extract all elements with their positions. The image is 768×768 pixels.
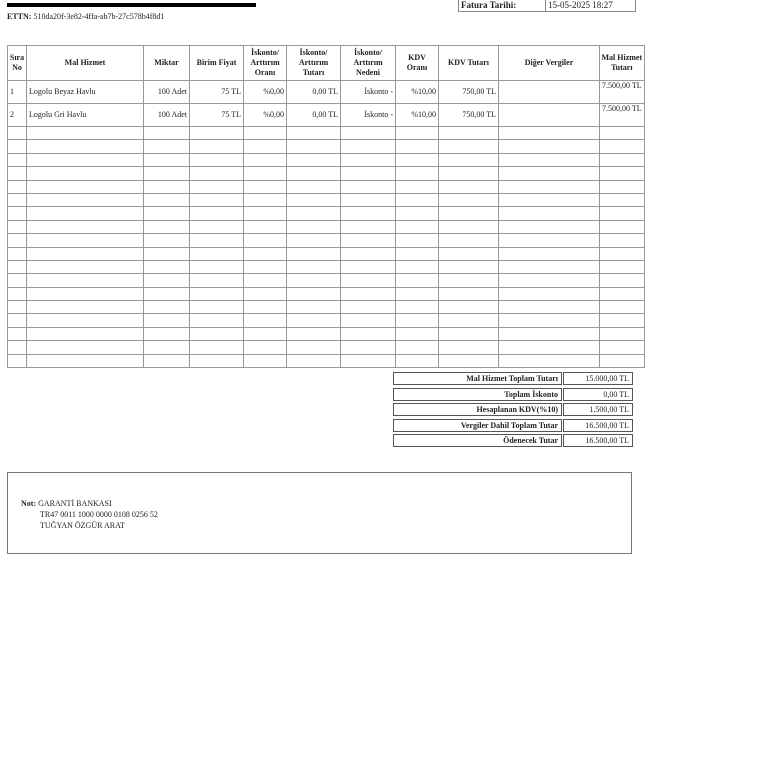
empty-cell bbox=[27, 153, 144, 166]
empty-cell bbox=[190, 301, 244, 314]
empty-cell bbox=[144, 193, 190, 206]
cell-kdv-orani: %10,00 bbox=[396, 104, 439, 127]
empty-cell bbox=[27, 127, 144, 140]
empty-cell bbox=[8, 220, 27, 233]
invoice-date-divider bbox=[545, 0, 546, 11]
empty-cell bbox=[600, 274, 645, 287]
empty-cell bbox=[600, 327, 645, 340]
invoice-date-box bbox=[458, 0, 636, 12]
empty-cell bbox=[600, 193, 645, 206]
empty-cell bbox=[439, 220, 499, 233]
cell-iskonto-orani: %0,00 bbox=[244, 104, 287, 127]
empty-cell bbox=[190, 234, 244, 247]
empty-cell bbox=[600, 207, 645, 220]
table-row bbox=[8, 81, 645, 104]
table-header-row bbox=[8, 46, 645, 81]
empty-cell bbox=[287, 301, 341, 314]
empty-cell bbox=[144, 207, 190, 220]
empty-cell bbox=[287, 314, 341, 327]
empty-cell bbox=[144, 274, 190, 287]
empty-cell bbox=[600, 354, 645, 367]
empty-cell bbox=[244, 140, 287, 153]
empty-cell bbox=[27, 327, 144, 340]
empty-cell bbox=[8, 234, 27, 247]
empty-cell bbox=[27, 140, 144, 153]
empty-cell bbox=[144, 287, 190, 300]
empty-cell bbox=[600, 341, 645, 354]
empty-cell bbox=[8, 167, 27, 180]
empty-cell bbox=[244, 247, 287, 260]
empty-cell bbox=[244, 193, 287, 206]
empty-row bbox=[8, 314, 645, 327]
empty-cell bbox=[244, 220, 287, 233]
ettn-label: ETTN: bbox=[7, 12, 32, 21]
empty-cell bbox=[144, 180, 190, 193]
col-header-mal-hizmet-tutari: Mal Hizmet Tutarı bbox=[600, 46, 645, 81]
empty-cell bbox=[439, 274, 499, 287]
empty-cell bbox=[144, 327, 190, 340]
empty-cell bbox=[190, 260, 244, 273]
empty-cell bbox=[190, 140, 244, 153]
empty-cell bbox=[341, 301, 396, 314]
empty-cell bbox=[341, 193, 396, 206]
empty-cell bbox=[439, 140, 499, 153]
empty-cell bbox=[396, 314, 439, 327]
empty-cell bbox=[341, 207, 396, 220]
empty-cell bbox=[341, 287, 396, 300]
empty-cell bbox=[341, 247, 396, 260]
empty-cell bbox=[396, 247, 439, 260]
empty-row bbox=[8, 341, 645, 354]
cell-kdv-tutari: 750,00 TL bbox=[439, 104, 499, 127]
col-header-kdv-tutari: KDV Tutarı bbox=[439, 46, 499, 81]
empty-cell bbox=[600, 234, 645, 247]
empty-row bbox=[8, 274, 645, 287]
empty-cell bbox=[396, 260, 439, 273]
empty-cell bbox=[499, 314, 600, 327]
empty-cell bbox=[190, 354, 244, 367]
empty-cell bbox=[8, 180, 27, 193]
empty-cell bbox=[190, 220, 244, 233]
empty-cell bbox=[27, 234, 144, 247]
empty-cell bbox=[244, 287, 287, 300]
empty-cell bbox=[439, 327, 499, 340]
empty-cell bbox=[396, 207, 439, 220]
empty-cell bbox=[27, 247, 144, 260]
empty-cell bbox=[244, 207, 287, 220]
col-header-birim-fiyat: Birim Fiyat bbox=[190, 46, 244, 81]
empty-cell bbox=[341, 140, 396, 153]
empty-cell bbox=[27, 354, 144, 367]
note-label: Not: bbox=[21, 499, 37, 508]
empty-cell bbox=[144, 140, 190, 153]
empty-cell bbox=[341, 260, 396, 273]
empty-cell bbox=[144, 220, 190, 233]
empty-cell bbox=[600, 287, 645, 300]
empty-row bbox=[8, 167, 645, 180]
empty-row bbox=[8, 234, 645, 247]
empty-cell bbox=[499, 140, 600, 153]
col-header-iskonto-orani: İskonto/ Arttırım Oranı bbox=[244, 46, 287, 81]
empty-cell bbox=[8, 314, 27, 327]
empty-cell bbox=[341, 314, 396, 327]
empty-cell bbox=[8, 153, 27, 166]
empty-cell bbox=[499, 260, 600, 273]
cell-mal-hizmet-tutari: 7.500,00 TL bbox=[600, 104, 645, 127]
empty-cell bbox=[190, 167, 244, 180]
empty-row bbox=[8, 327, 645, 340]
ettn-line bbox=[7, 12, 164, 21]
empty-row bbox=[8, 180, 645, 193]
empty-cell bbox=[190, 180, 244, 193]
empty-cell bbox=[8, 341, 27, 354]
empty-cell bbox=[499, 193, 600, 206]
empty-cell bbox=[439, 301, 499, 314]
empty-row bbox=[8, 140, 645, 153]
empty-cell bbox=[499, 354, 600, 367]
cell-iskonto-nedeni: İskonto - bbox=[341, 104, 396, 127]
empty-row bbox=[8, 301, 645, 314]
empty-cell bbox=[499, 180, 600, 193]
empty-cell bbox=[27, 167, 144, 180]
empty-cell bbox=[244, 301, 287, 314]
empty-cell bbox=[439, 314, 499, 327]
empty-cell bbox=[341, 274, 396, 287]
empty-cell bbox=[439, 287, 499, 300]
empty-cell bbox=[439, 127, 499, 140]
empty-cell bbox=[8, 327, 27, 340]
empty-cell bbox=[27, 207, 144, 220]
empty-cell bbox=[499, 274, 600, 287]
empty-cell bbox=[600, 140, 645, 153]
invoice-date-value: 15-05-2025 18:27 bbox=[548, 0, 613, 10]
empty-cell bbox=[439, 153, 499, 166]
empty-cell bbox=[396, 354, 439, 367]
empty-cell bbox=[8, 193, 27, 206]
empty-cell bbox=[144, 234, 190, 247]
empty-cell bbox=[287, 327, 341, 340]
empty-cell bbox=[341, 153, 396, 166]
empty-cell bbox=[190, 247, 244, 260]
empty-cell bbox=[287, 234, 341, 247]
total-label: Vergiler Dahil Toplam Tutar bbox=[393, 419, 562, 432]
empty-cell bbox=[341, 167, 396, 180]
empty-cell bbox=[600, 314, 645, 327]
cell-sira-no: 1 bbox=[8, 81, 27, 104]
empty-cell bbox=[8, 354, 27, 367]
empty-cell bbox=[144, 127, 190, 140]
empty-cell bbox=[8, 247, 27, 260]
empty-cell bbox=[287, 167, 341, 180]
empty-cell bbox=[600, 127, 645, 140]
total-value: 1.500,00 TL bbox=[563, 403, 633, 416]
empty-cell bbox=[287, 127, 341, 140]
total-value: 0,00 TL bbox=[563, 388, 633, 401]
table-row bbox=[8, 104, 645, 127]
empty-cell bbox=[499, 220, 600, 233]
empty-row bbox=[8, 247, 645, 260]
empty-cell bbox=[244, 153, 287, 166]
empty-cell bbox=[190, 127, 244, 140]
empty-cell bbox=[439, 260, 499, 273]
cell-iskonto-orani: %0,00 bbox=[244, 81, 287, 104]
empty-cell bbox=[439, 234, 499, 247]
empty-cell bbox=[190, 274, 244, 287]
empty-cell bbox=[396, 220, 439, 233]
cell-iskonto-tutari: 0,00 TL bbox=[287, 81, 341, 104]
top-header-bar bbox=[7, 3, 256, 7]
empty-cell bbox=[396, 234, 439, 247]
cell-diger-vergiler bbox=[499, 104, 600, 127]
empty-cell bbox=[341, 354, 396, 367]
empty-cell bbox=[287, 180, 341, 193]
cell-kdv-orani: %10,00 bbox=[396, 81, 439, 104]
empty-cell bbox=[144, 153, 190, 166]
note-content bbox=[21, 498, 158, 531]
col-header-iskonto-tutari: İskonto/ Arttırım Tutarı bbox=[287, 46, 341, 81]
empty-cell bbox=[396, 327, 439, 340]
cell-mal-hizmet: Logolu Gri Havlu bbox=[27, 104, 144, 127]
empty-cell bbox=[190, 341, 244, 354]
empty-cell bbox=[439, 180, 499, 193]
empty-cell bbox=[600, 153, 645, 166]
empty-cell bbox=[499, 341, 600, 354]
empty-cell bbox=[27, 220, 144, 233]
empty-cell bbox=[499, 327, 600, 340]
empty-cell bbox=[396, 287, 439, 300]
note-iban: TR47 0011 1000 0000 0108 0256 52 bbox=[40, 510, 158, 519]
cell-birim-fiyat: 75 TL bbox=[190, 81, 244, 104]
empty-row bbox=[8, 153, 645, 166]
empty-cell bbox=[244, 354, 287, 367]
empty-cell bbox=[287, 193, 341, 206]
empty-cell bbox=[439, 247, 499, 260]
empty-cell bbox=[287, 140, 341, 153]
empty-cell bbox=[396, 301, 439, 314]
empty-cell bbox=[244, 167, 287, 180]
empty-cell bbox=[144, 341, 190, 354]
empty-cell bbox=[190, 327, 244, 340]
invoice-date-label: Fatura Tarihi: bbox=[461, 0, 517, 10]
empty-cell bbox=[8, 207, 27, 220]
empty-cell bbox=[396, 140, 439, 153]
empty-cell bbox=[396, 127, 439, 140]
empty-cell bbox=[499, 127, 600, 140]
empty-cell bbox=[190, 314, 244, 327]
empty-cell bbox=[600, 247, 645, 260]
empty-cell bbox=[190, 153, 244, 166]
empty-cell bbox=[287, 260, 341, 273]
empty-cell bbox=[244, 260, 287, 273]
note-name: TUĞYAN ÖZGÜR ARAT bbox=[40, 521, 125, 530]
empty-cell bbox=[396, 193, 439, 206]
empty-cell bbox=[8, 127, 27, 140]
empty-cell bbox=[8, 274, 27, 287]
empty-cell bbox=[341, 220, 396, 233]
empty-cell bbox=[27, 180, 144, 193]
empty-cell bbox=[341, 234, 396, 247]
total-value: 15.000,00 TL bbox=[563, 372, 633, 385]
empty-cell bbox=[144, 314, 190, 327]
empty-row bbox=[8, 220, 645, 233]
cell-mal-hizmet: Logolu Beyaz Havlu bbox=[27, 81, 144, 104]
total-label: Toplam İskonto bbox=[393, 388, 562, 401]
empty-cell bbox=[244, 180, 287, 193]
empty-cell bbox=[439, 207, 499, 220]
empty-cell bbox=[396, 274, 439, 287]
empty-cell bbox=[8, 301, 27, 314]
empty-cell bbox=[287, 220, 341, 233]
empty-cell bbox=[8, 287, 27, 300]
total-label: Ödenecek Tutar bbox=[393, 434, 562, 447]
cell-iskonto-tutari: 0,00 TL bbox=[287, 104, 341, 127]
empty-cell bbox=[341, 180, 396, 193]
empty-cell bbox=[27, 260, 144, 273]
cell-kdv-tutari: 750,00 TL bbox=[439, 81, 499, 104]
empty-cell bbox=[499, 234, 600, 247]
empty-cell bbox=[287, 341, 341, 354]
empty-cell bbox=[27, 314, 144, 327]
col-header-mal-hizmet: Mal Hizmet bbox=[27, 46, 144, 81]
empty-cell bbox=[600, 167, 645, 180]
empty-cell bbox=[190, 287, 244, 300]
empty-cell bbox=[396, 341, 439, 354]
empty-cell bbox=[396, 167, 439, 180]
empty-cell bbox=[499, 207, 600, 220]
empty-row bbox=[8, 193, 645, 206]
cell-iskonto-nedeni: İskonto - bbox=[341, 81, 396, 104]
empty-cell bbox=[600, 260, 645, 273]
ettn-value: 510da20f-3e82-4ffa-ab7b-27c578b4f8d1 bbox=[33, 12, 165, 21]
empty-cell bbox=[287, 207, 341, 220]
empty-cell bbox=[439, 341, 499, 354]
empty-cell bbox=[27, 287, 144, 300]
col-header-diger-vergiler: Diğer Vergiler bbox=[499, 46, 600, 81]
empty-cell bbox=[341, 127, 396, 140]
empty-cell bbox=[244, 234, 287, 247]
empty-cell bbox=[144, 354, 190, 367]
cell-mal-hizmet-tutari: 7.500,00 TL bbox=[600, 81, 645, 104]
empty-cell bbox=[439, 193, 499, 206]
empty-row bbox=[8, 127, 645, 140]
empty-cell bbox=[600, 180, 645, 193]
empty-cell bbox=[27, 193, 144, 206]
col-header-kdv-orani: KDV Oranı bbox=[396, 46, 439, 81]
cell-birim-fiyat: 75 TL bbox=[190, 104, 244, 127]
empty-cell bbox=[190, 207, 244, 220]
empty-cell bbox=[439, 167, 499, 180]
empty-cell bbox=[27, 301, 144, 314]
empty-cell bbox=[8, 260, 27, 273]
total-label: Mal Hizmet Toplam Tutarı bbox=[393, 372, 562, 385]
col-header-sira-no: Sıra No bbox=[8, 46, 27, 81]
empty-cell bbox=[244, 327, 287, 340]
empty-cell bbox=[287, 354, 341, 367]
empty-cell bbox=[396, 180, 439, 193]
cell-miktar: 100 Adet bbox=[144, 81, 190, 104]
empty-cell bbox=[341, 327, 396, 340]
empty-row bbox=[8, 207, 645, 220]
empty-row bbox=[8, 260, 645, 273]
empty-cell bbox=[287, 287, 341, 300]
empty-cell bbox=[244, 314, 287, 327]
empty-cell bbox=[287, 247, 341, 260]
empty-cell bbox=[287, 153, 341, 166]
cell-sira-no: 2 bbox=[8, 104, 27, 127]
empty-row bbox=[8, 354, 645, 367]
empty-row bbox=[8, 287, 645, 300]
empty-cell bbox=[499, 247, 600, 260]
note-box bbox=[7, 472, 632, 554]
cell-diger-vergiler bbox=[499, 81, 600, 104]
note-bank: GARANTİ BANKASI bbox=[38, 499, 112, 508]
empty-cell bbox=[8, 140, 27, 153]
empty-cell bbox=[144, 247, 190, 260]
col-header-miktar: Miktar bbox=[144, 46, 190, 81]
total-label: Hesaplanan KDV(%10) bbox=[393, 403, 562, 416]
total-value: 16.500,00 TL bbox=[563, 434, 633, 447]
empty-cell bbox=[190, 193, 244, 206]
empty-cell bbox=[244, 274, 287, 287]
total-value: 16.500,00 TL bbox=[563, 419, 633, 432]
empty-cell bbox=[396, 153, 439, 166]
empty-cell bbox=[144, 167, 190, 180]
empty-cell bbox=[499, 287, 600, 300]
empty-cell bbox=[499, 167, 600, 180]
empty-cell bbox=[144, 260, 190, 273]
invoice-items-table bbox=[7, 45, 645, 368]
empty-cell bbox=[341, 341, 396, 354]
empty-cell bbox=[499, 301, 600, 314]
empty-cell bbox=[27, 274, 144, 287]
empty-cell bbox=[600, 220, 645, 233]
empty-cell bbox=[244, 127, 287, 140]
empty-cell bbox=[27, 341, 144, 354]
cell-miktar: 100 Adet bbox=[144, 104, 190, 127]
empty-cell bbox=[600, 301, 645, 314]
empty-cell bbox=[439, 354, 499, 367]
empty-cell bbox=[499, 153, 600, 166]
col-header-iskonto-nedeni: İskonto/ Arttırım Nedeni bbox=[341, 46, 396, 81]
empty-cell bbox=[244, 341, 287, 354]
empty-cell bbox=[287, 274, 341, 287]
empty-cell bbox=[144, 301, 190, 314]
